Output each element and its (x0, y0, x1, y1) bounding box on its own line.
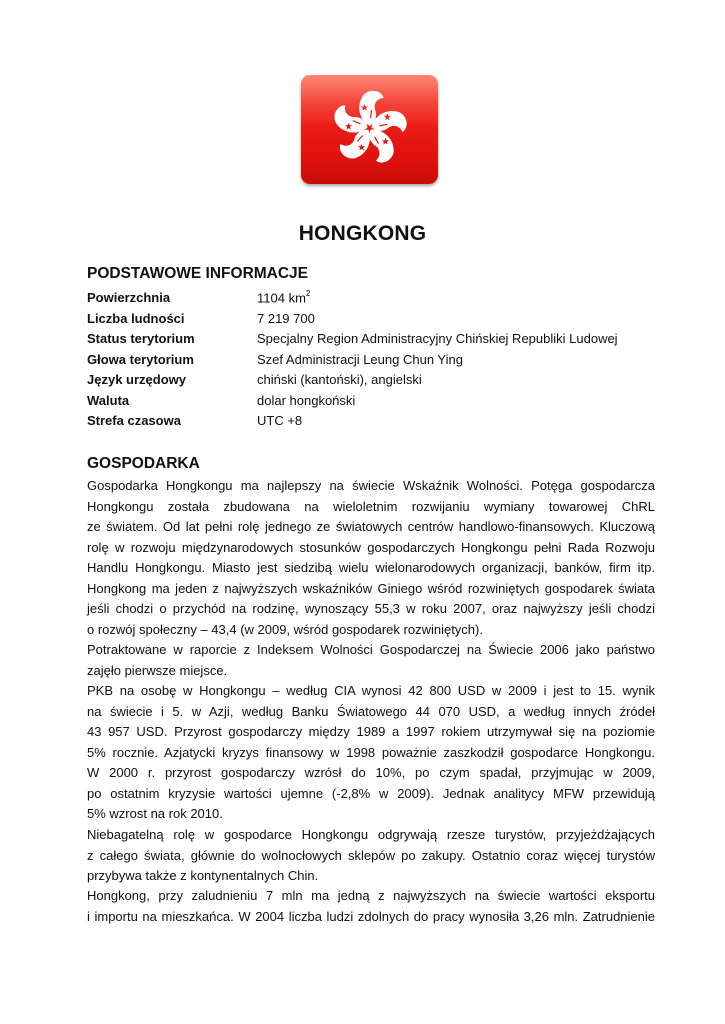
info-row-currency (87, 393, 647, 413)
hong-kong-flag (301, 75, 438, 184)
info-label: Strefa czasowa (87, 413, 181, 428)
basic-info-heading: PODSTAWOWE INFORMACJE (87, 265, 309, 282)
info-value: Szef Administracji Leung Chun Ying (257, 352, 463, 367)
text-line: Potraktowane w raporcie z Indeksem Wolności Gospodarczej na Świecie 2006 jako państwo (87, 642, 655, 657)
flag-gloss (301, 75, 438, 125)
info-value: dolar hongkoński (257, 393, 356, 408)
paragraph (87, 476, 655, 640)
text-line: 43 957 USD. Przyrost gospodarczy między 1989 a 1997 rokiem utrzymywał się na poziomie (87, 724, 655, 739)
paragraph (87, 681, 655, 825)
info-label: Powierzchnia (87, 290, 171, 305)
text-line: o rozwój społeczny – 43,4 (w 2009, wśród gospodarek rozwiniętych). (87, 621, 483, 637)
text-line: W 2000 r. przyrost gospodarczy wzrósł do 10%, po czym spadał, przyjmując w 2009, (87, 765, 655, 780)
info-row-timezone (87, 413, 647, 433)
info-value: UTC +8 (257, 413, 303, 428)
info-value: chiński (kantoński), angielski (257, 372, 422, 387)
info-row-language (87, 372, 647, 392)
text-line: rolę w rozwoju międzynarodowych stosunków gospodarczych Hongkongu pełni Rada Rozwoju (87, 539, 655, 555)
text-line: 5% wzrost na rok 2010. (87, 806, 223, 821)
info-row-population (87, 311, 647, 331)
economy-heading: GOSPODARKA (87, 455, 200, 472)
info-value: 7 219 700 (257, 311, 315, 326)
text-line: po ostatnim kryzysie wartości ujemne (-2,8% w 2009). Jednak analitycy MFW przewidują (87, 785, 655, 801)
text-line: Hongkong, przy zaludnieniu 7 mln ma jedną z najwyższych na świecie wartości eksportu (87, 888, 655, 903)
paragraph (87, 825, 655, 887)
info-label: Status terytorium (87, 331, 195, 346)
text-line: jeśli chodzi o przychód na rodzinę, wynoszący 55,3 w roku 2007, oraz najwyższy jeśli chodzi (87, 601, 655, 616)
text-line: PKB na osobę w Hongkongu – według CIA wynosi 42 800 USD w 2009 i jest to 15. wynik (87, 683, 655, 698)
info-row-area (87, 290, 647, 310)
info-value: 1104 $km^2$ (257, 289, 311, 306)
info-label: Liczba ludności (87, 311, 185, 326)
text-line: przybywa także z kontynentalnych Chin. (87, 868, 319, 883)
info-value: Specjalny Region Administracyjny Chińskiej Republiki Ludowej (257, 331, 618, 346)
info-label: Język urzędowy (87, 372, 186, 387)
info-label: Głowa terytorium (87, 352, 194, 367)
superscript: 2 (305, 289, 311, 298)
paragraph (87, 640, 655, 681)
text-line: ze światem. Od lat pełni rolę jednego ze światowych centrów handlowo-finansowych. Kluczową (87, 519, 655, 534)
text-line: z całego świata, głównie do wolnocłowych sklepów po zakupy. Ostatnio coraz więcej turystów (87, 847, 655, 863)
text-line: Gospodarka Hongkongu ma najlepszy na świecie Wskaźnik Wolności. Potęga gospodarcza (87, 478, 655, 493)
text-line: Hongkong ma jeden z najwyższych wskaźników Giniego wśród rozwiniętych gospodarek świata (87, 580, 655, 596)
info-label: Waluta (87, 393, 130, 408)
text-line: i importu na mieszkańca. W 2004 liczba ludzi zdolnych do pracy wynosiła 3,26 mln. Zatrudnienie (87, 908, 655, 924)
info-row-status (87, 331, 647, 351)
paragraph (87, 886, 655, 927)
text-line: zajęło pierwsze miejsce. (87, 662, 228, 678)
text-line: Hongkongu została zbudowana na wieloletnim rozwijaniu wymiany towarowej ChRL (87, 498, 655, 514)
page-title: HONGKONG (298, 222, 427, 245)
text-line: na świecie i 5. w Azji, według Banku Światowego 44 070 USD, a według innych źródeł (87, 703, 655, 719)
info-row-head (87, 352, 647, 372)
text-line: Niebagatelną rolę w gospodarce Hongkongu odgrywają rzesze turystów, przyjeżdżających (87, 827, 655, 842)
text-line: Handlu Hongkongu. Miasto jest siedzibą wielu wielonarodowych organizacji, banków, firm itp. (87, 560, 655, 575)
text-line: 5% rocznie. Azjatycki kryzys finansowy w 1998 poważnie zaszkodził gospodarce Hongkongu. (87, 744, 655, 760)
